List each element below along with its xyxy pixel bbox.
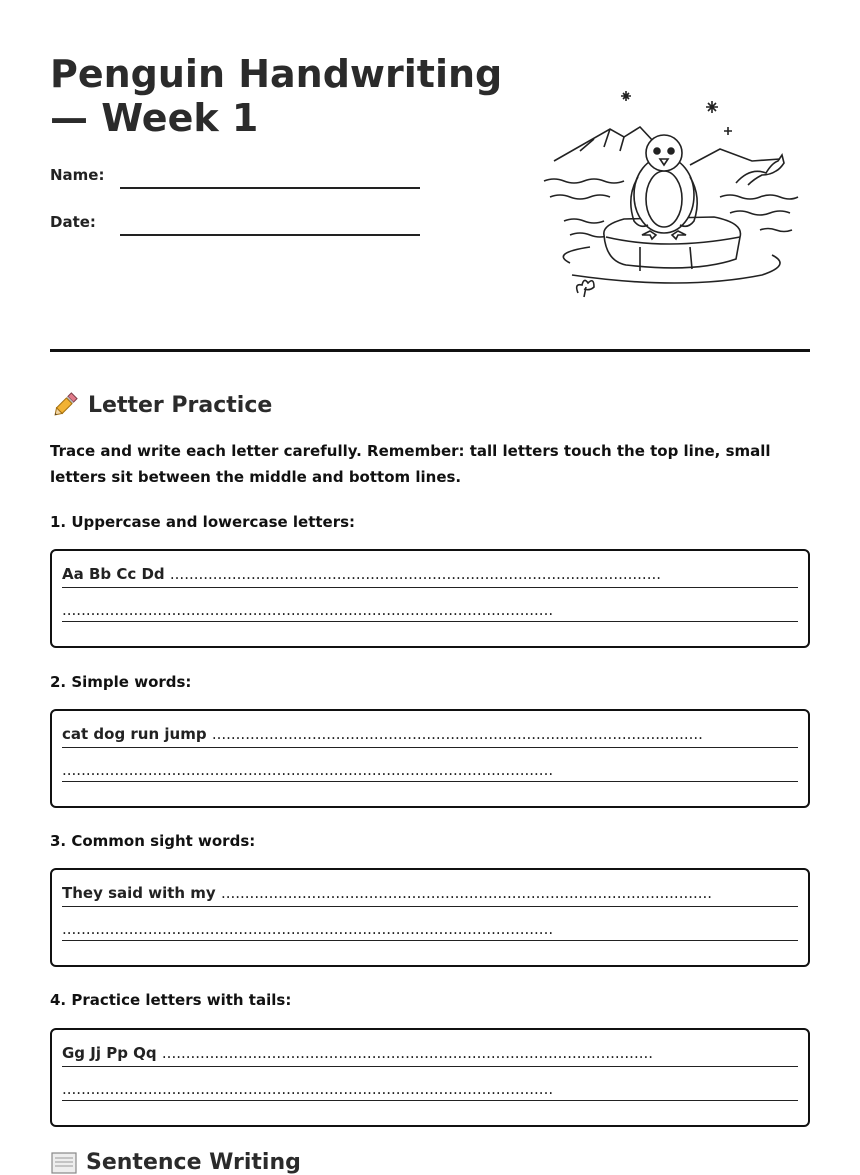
instructions: Trace and write each letter carefully. Remember: tall letters touch the top line, small letters sit between the middle and bottom lines. [50,442,771,486]
trace-line[interactable] [62,725,798,748]
write-line[interactable] [62,761,798,782]
practice-box[interactable] [50,1028,810,1127]
page-title: Penguin Handwriting — Week 1 [50,52,503,140]
notebook-icon [50,1151,78,1175]
exercise-label: 3. Common sight words: [50,832,256,850]
sentence-writing-heading [50,1150,301,1175]
dotted-guide: ....................................................................................................... [62,1080,554,1098]
practice-box[interactable] [50,868,810,967]
trace-line[interactable] [62,1044,798,1067]
penguin-illustration [540,85,810,310]
dotted-guide: ....................................................................................................... [62,601,554,619]
exercise-label: 2. Simple words: [50,673,192,691]
trace-prompt: Gg Jj Pp Qq [62,1044,157,1062]
write-line[interactable] [62,1080,798,1101]
trace-line[interactable] [62,565,798,588]
dotted-guide: ....................................................................................................... [62,920,554,938]
section-title: Letter Practice [88,392,273,418]
dotted-guide: ....................................................................................................... [211,725,703,743]
exercise-label: 1. Uppercase and lowercase letters: [50,513,356,531]
exercise-label: 4. Practice letters with tails: [50,991,292,1009]
practice-box[interactable] [50,549,810,648]
name-label: Name: [50,166,105,184]
trace-line[interactable] [62,884,798,907]
name-field[interactable] [120,187,420,189]
trace-prompt: Aa Bb Cc Dd [62,565,165,583]
dotted-guide: ....................................................................................................... [169,565,662,583]
dotted-guide: ....................................................................................................... [62,761,554,779]
practice-box[interactable] [50,709,810,808]
date-field[interactable] [120,234,420,236]
dotted-guide: ....................................................................................................... [220,884,713,902]
write-line[interactable] [62,920,798,941]
section-title: Sentence Writing [86,1150,301,1175]
header-divider [50,349,810,352]
write-line[interactable] [62,601,798,622]
dotted-guide: ....................................................................................................... [161,1044,654,1062]
letter-practice-heading [50,390,272,420]
trace-prompt: They said with my [62,884,216,902]
date-label: Date: [50,213,96,231]
trace-prompt: cat dog run jump [62,725,207,743]
pencil-icon [50,390,80,420]
